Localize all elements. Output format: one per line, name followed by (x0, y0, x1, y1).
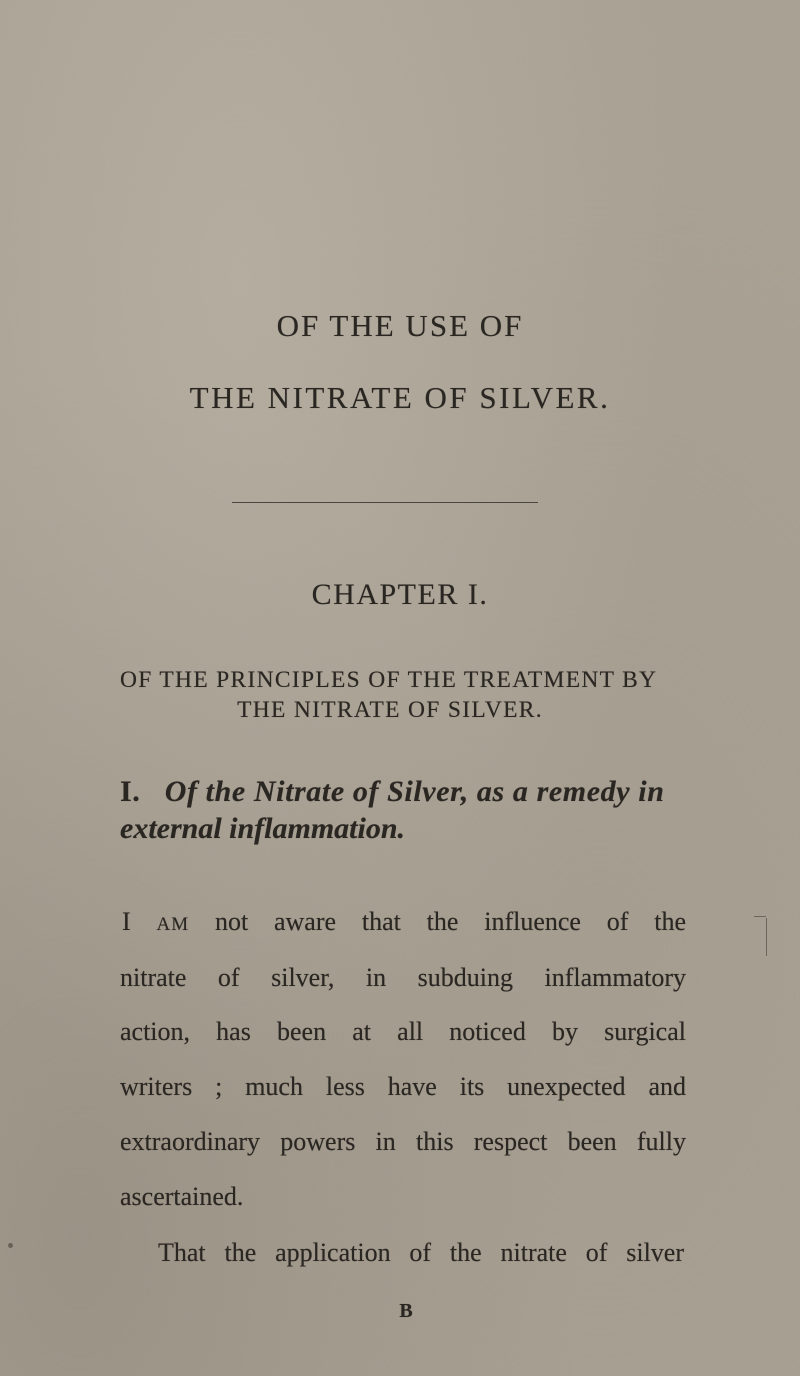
heading-line-2: THE NITRATE OF SILVER. (189, 380, 611, 415)
chapter-title: CHAPTER I. (311, 578, 489, 611)
paragraph-line-7: That the application of the nitrate of silver (158, 1238, 684, 1267)
divider-rule (232, 502, 538, 503)
heading-line-1: OF THE USE OF (276, 308, 524, 343)
paragraph-line-2: nitrate of silver, in subduing inflammatory (120, 963, 686, 992)
section-number: I. (120, 775, 141, 808)
margin-bracket-top (754, 916, 766, 917)
chapter-subtitle-line-2: THE NITRATE OF SILVER. (237, 697, 543, 723)
small-caps-word: AM (156, 914, 190, 935)
paragraph-line-6: ascertained. (120, 1182, 244, 1211)
section-title-line-2: external inflammation. (120, 812, 406, 845)
section-heading-line-1 (120, 775, 664, 809)
paragraph-line-5: extraordinary powers in this respect been fully (120, 1127, 686, 1156)
paragraph-line-1 (122, 907, 686, 937)
paragraph-line-3: action, has been at all noticed by surgical (120, 1017, 686, 1046)
margin-bracket (766, 918, 767, 956)
paragraph-line-4: writers ; much less have its unexpected and (120, 1072, 686, 1101)
drop-cap: I (122, 907, 131, 936)
paragraph-line-1-rest: not aware that the influence of the (214, 907, 687, 936)
chapter-subtitle-line-1: OF THE PRINCIPLES OF THE TREATMENT BY (120, 667, 658, 693)
section-title-line-1: Of the Nitrate of Silver, as a remedy in (164, 775, 665, 808)
paper-speck (8, 1243, 13, 1248)
signature-mark: B (399, 1300, 413, 1322)
